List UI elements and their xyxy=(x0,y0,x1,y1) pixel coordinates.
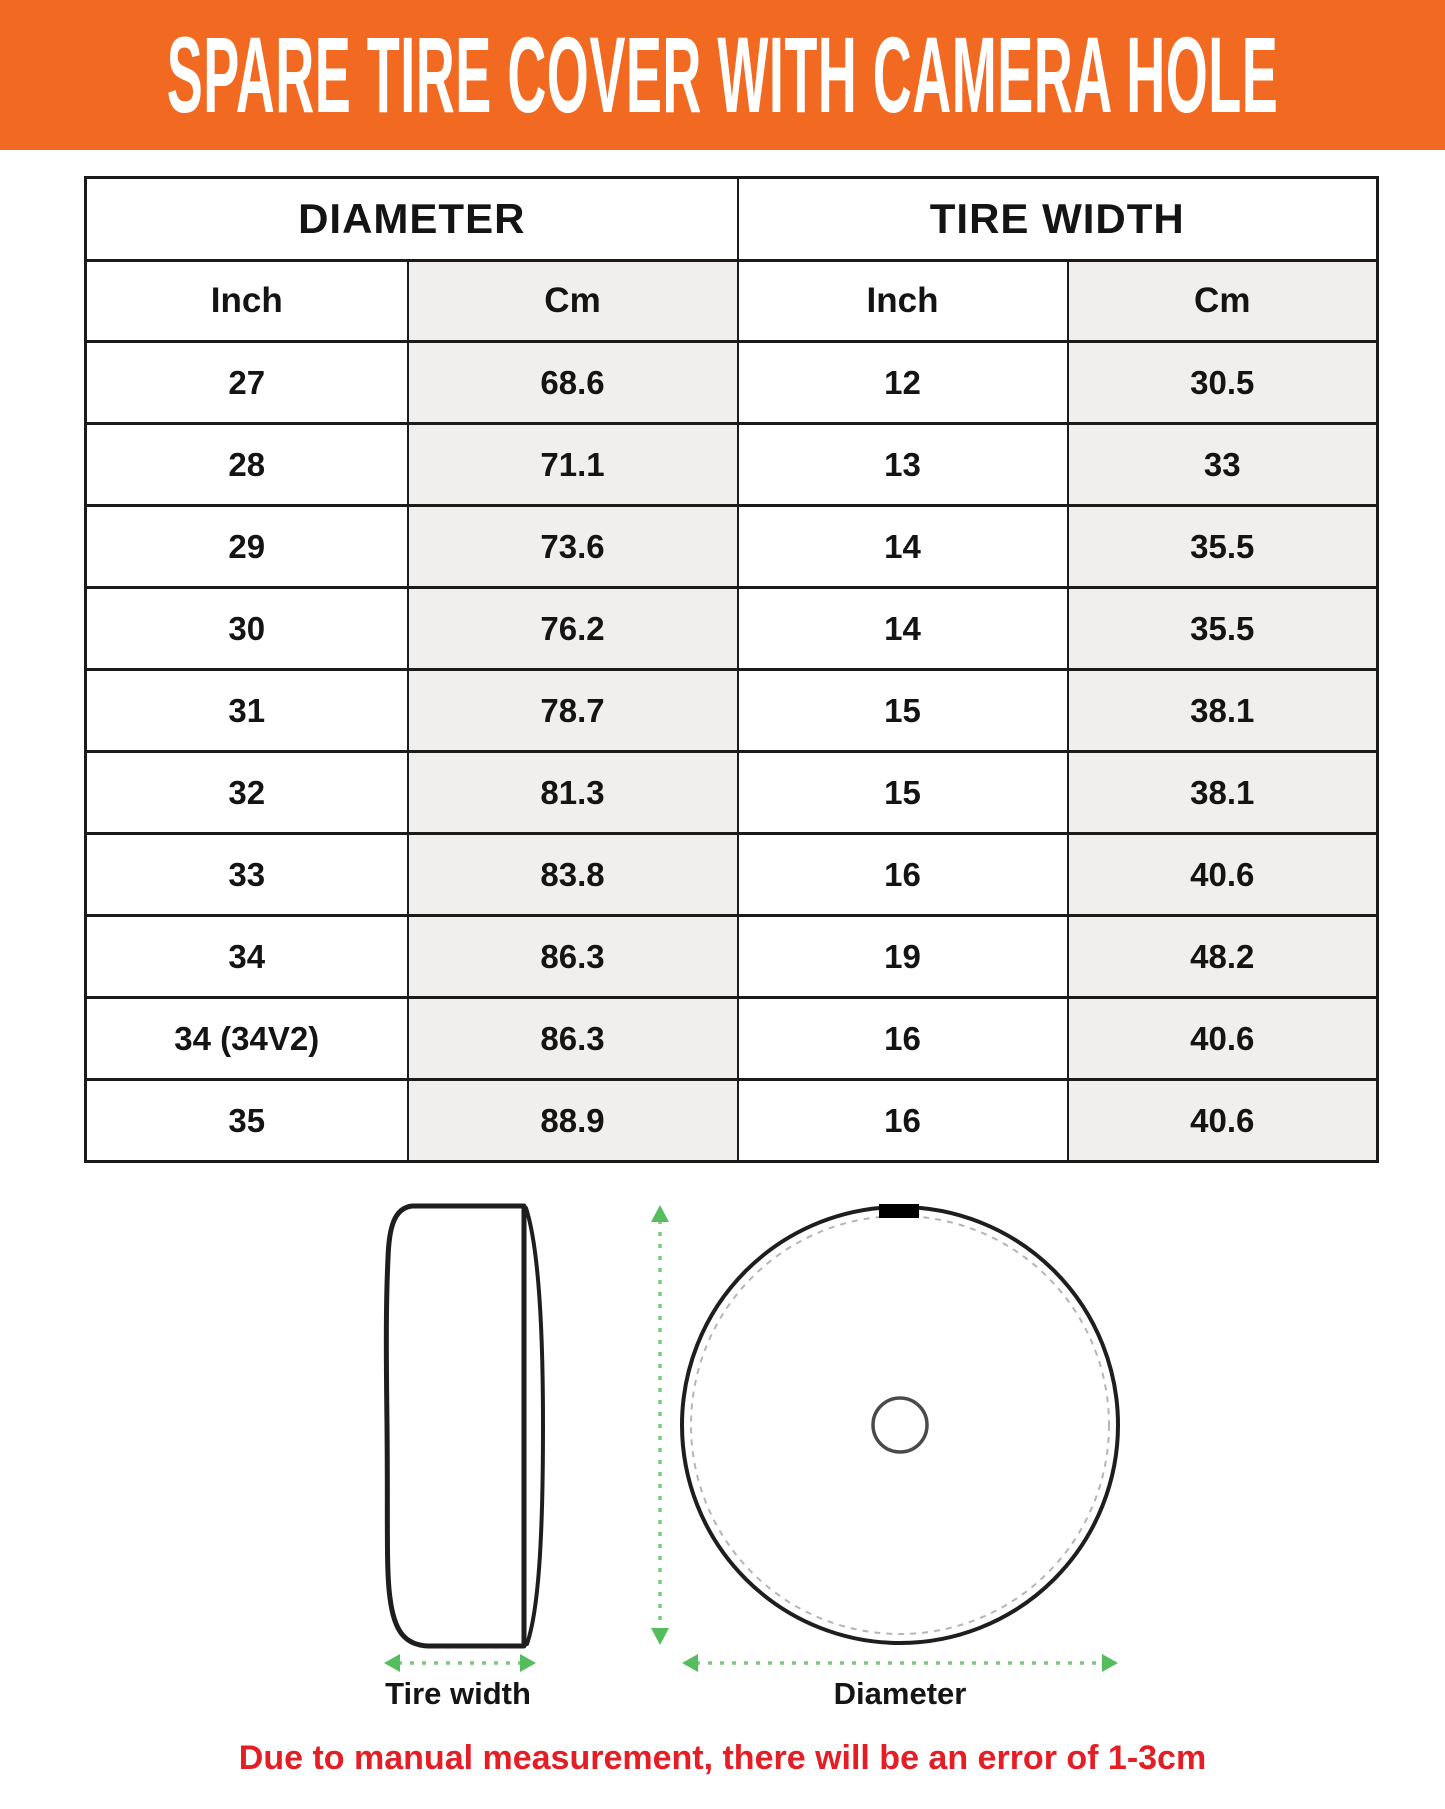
height-arrowhead-top xyxy=(651,1205,669,1222)
table-cell: 40.6 xyxy=(1068,998,1378,1080)
tread-dashed-circle xyxy=(691,1216,1109,1634)
top-marker-rect xyxy=(879,1204,919,1218)
table-cell: 83.8 xyxy=(408,834,738,916)
diameter-group-header: DIAMETER xyxy=(86,178,738,261)
table-row xyxy=(86,506,1378,588)
table-cell: 71.1 xyxy=(408,424,738,506)
banner xyxy=(0,0,1445,150)
table-cell: 88.9 xyxy=(408,1080,738,1162)
table-cell: 16 xyxy=(738,834,1068,916)
tire-width-label: Tire width xyxy=(385,1676,531,1711)
height-arrowhead-bottom xyxy=(651,1628,669,1645)
table-cell: 76.2 xyxy=(408,588,738,670)
table-cell: 33 xyxy=(1068,424,1378,506)
measurement-note: Due to manual measurement, there will be an error of 1-3cm xyxy=(238,1739,1207,1777)
table-cell: 28 xyxy=(86,424,408,506)
table-cell: 27 xyxy=(86,342,408,424)
table-row xyxy=(86,752,1378,834)
col-header-width-inch: Inch xyxy=(738,261,1068,342)
table-cell: 35 xyxy=(86,1080,408,1162)
page-title: SPARE TIRE COVER WITH CAMERA HOLE xyxy=(166,14,1279,135)
table-cell: 38.1 xyxy=(1068,752,1378,834)
diameter-label: Diameter xyxy=(833,1676,967,1711)
tire-front-view-circle xyxy=(682,1207,1118,1643)
tire-side-view-outline xyxy=(386,1206,524,1646)
table-cell: 35.5 xyxy=(1068,588,1378,670)
table-cell: 13 xyxy=(738,424,1068,506)
table-cell: 78.7 xyxy=(408,670,738,752)
table-row xyxy=(86,834,1378,916)
table-cell: 29 xyxy=(86,506,408,588)
table-cell: 34 (34V2) xyxy=(86,998,408,1080)
diameter-arrowhead-right xyxy=(1102,1654,1118,1672)
table-cell: 19 xyxy=(738,916,1068,998)
col-header-diameter-cm: Cm xyxy=(408,261,738,342)
table-cell: 86.3 xyxy=(408,998,738,1080)
group-header-row xyxy=(86,178,1378,261)
table-row xyxy=(86,342,1378,424)
table-row xyxy=(86,424,1378,506)
table-row xyxy=(86,670,1378,752)
table-cell: 15 xyxy=(738,670,1068,752)
size-table-body xyxy=(86,342,1378,1162)
table-cell: 14 xyxy=(738,588,1068,670)
table-cell: 40.6 xyxy=(1068,1080,1378,1162)
table-cell: 14 xyxy=(738,506,1068,588)
table-row xyxy=(86,998,1378,1080)
col-header-diameter-inch: Inch xyxy=(86,261,408,342)
table-cell: 48.2 xyxy=(1068,916,1378,998)
col-header-width-cm: Cm xyxy=(1068,261,1378,342)
tire-width-arrowhead-left xyxy=(384,1654,400,1672)
table-cell: 33 xyxy=(86,834,408,916)
table-cell: 30 xyxy=(86,588,408,670)
table-cell: 12 xyxy=(738,342,1068,424)
subheader-row xyxy=(86,261,1378,342)
table-cell: 73.6 xyxy=(408,506,738,588)
table-cell: 38.1 xyxy=(1068,670,1378,752)
table-cell: 16 xyxy=(738,1080,1068,1162)
table-cell: 30.5 xyxy=(1068,342,1378,424)
table-row xyxy=(86,588,1378,670)
table-cell: 32 xyxy=(86,752,408,834)
table-cell: 40.6 xyxy=(1068,834,1378,916)
tire-side-view-sidewall xyxy=(526,1208,543,1644)
table-cell: 31 xyxy=(86,670,408,752)
diameter-arrowhead-left xyxy=(682,1654,698,1672)
table-cell: 15 xyxy=(738,752,1068,834)
table-row xyxy=(86,1080,1378,1162)
table-cell: 35.5 xyxy=(1068,506,1378,588)
table-cell: 16 xyxy=(738,998,1068,1080)
tire-width-group-header: TIRE WIDTH xyxy=(738,178,1378,261)
table-row xyxy=(86,916,1378,998)
size-table xyxy=(84,176,1379,1163)
table-cell: 68.6 xyxy=(408,342,738,424)
camera-hole-circle xyxy=(873,1398,927,1452)
table-cell: 34 xyxy=(86,916,408,998)
table-cell: 86.3 xyxy=(408,916,738,998)
table-cell: 81.3 xyxy=(408,752,738,834)
tire-width-arrowhead-right xyxy=(520,1654,536,1672)
